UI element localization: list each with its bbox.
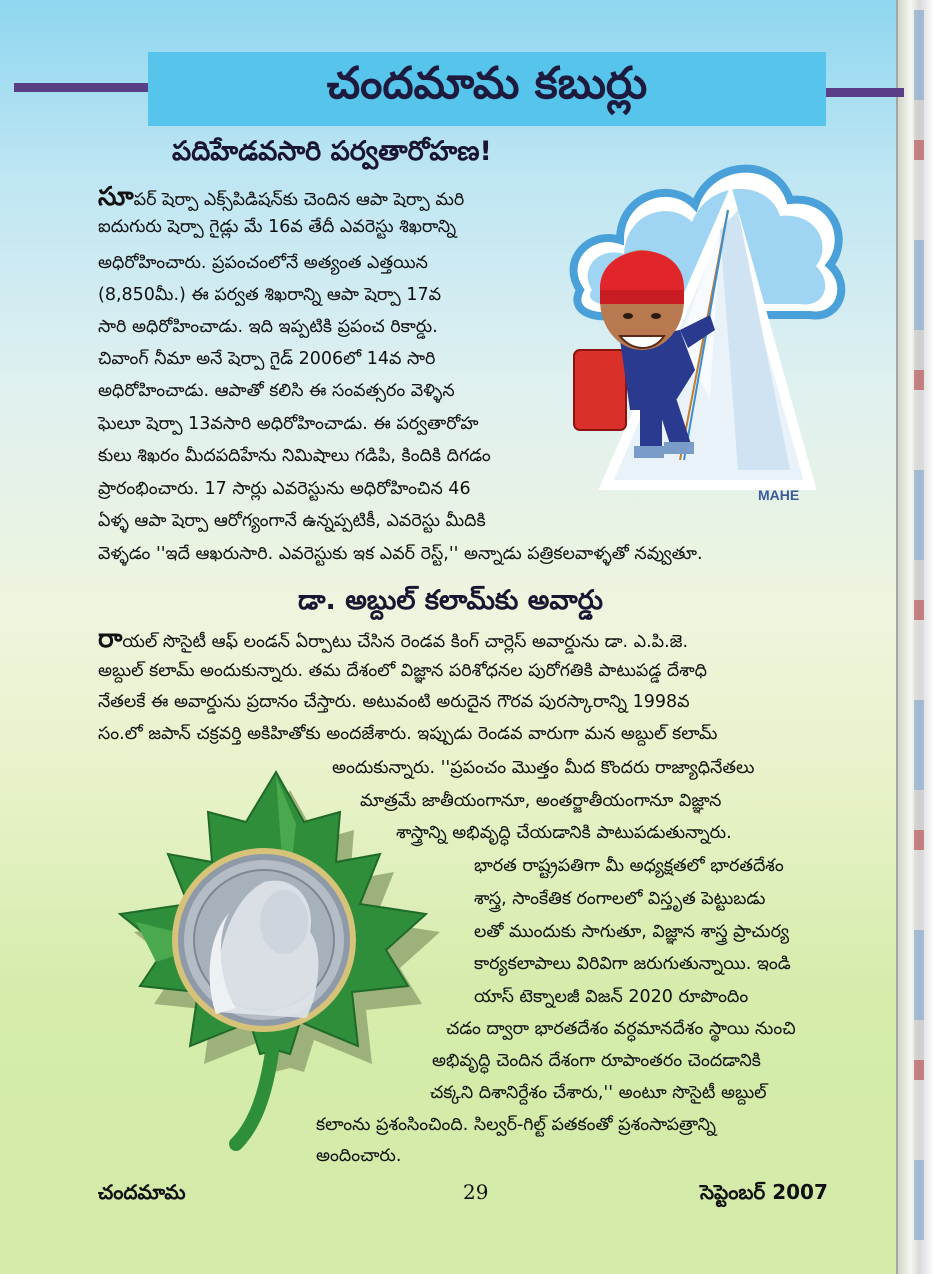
article2-line: శాస్త్ర, సాంకేతిక రంగాలలో విస్తృత పెట్టుబడు (474, 889, 766, 909)
article1-line (98, 184, 464, 213)
article2-line: యాస్ టెక్నాలజీ విజన్ 2020 రూపొందిం (474, 987, 749, 1007)
footer-issue-date: సెప్టెంబర్ 2007 (700, 1180, 828, 1204)
dropcap: రా (98, 624, 123, 654)
article2-line: కార్యకలాపాలు విరివిగా జరుగుతున్నాయి. ఇండి (474, 954, 791, 974)
spine-stripe (914, 10, 924, 1240)
article2-line-text: యల్ సొసైటీ ఆఫ్ లండన్ ఏర్పాటు చేసిన రెండవ కింగ్ చార్లెస్ అవార్డును డా. ఎ.పి.జె. (122, 632, 689, 652)
article2-line: అభివృద్ధి చెందిన దేశంగా రూపాంతరం చెందడానికి (432, 1051, 761, 1071)
leaf-medal-icon (96, 762, 466, 1157)
masthead (148, 52, 826, 126)
article1-line: ఏళ్ళ ఆపా షెర్పా ఆరోగ్యంగానే ఉన్నప్పటికీ, ఎవరెస్టు మీదికి (98, 511, 486, 531)
article2-line: మాత్రమే జాతీయంగానూ, అంతర్జాతీయంగానూ విజ్ఞాన (360, 791, 722, 811)
article1-line-text: పర్ షెర్పా ఎక్స్‌పిడిషన్‌కు చెందిన ఆపా షెర్పా మరి (133, 190, 465, 210)
page-number: 29 (463, 1180, 489, 1204)
article1-line: ప్రారంభించారు. 17 సార్లు ఎవరెస్టును అధిరోహించిన 46 (98, 479, 471, 499)
article2-line: శాస్త్రాన్ని అభివృద్ధి చేయడానికి పాటుపడుతున్నారు. (396, 823, 732, 843)
article2-line (98, 626, 688, 655)
mountain-climber-icon (560, 140, 852, 518)
dropcap: సూ (98, 182, 134, 212)
article2-line: చడం ద్వారా భారతదేశం వర్ధమానదేశం స్థాయి నుంచి (446, 1019, 796, 1039)
climber-illustration (560, 140, 852, 518)
article2-line: నేతలకే ఈ అవార్డును ప్రదానం చేస్తారు. అటువంటి అరుదైన గౌరవ పురస్కారాన్ని 1998వ (98, 692, 690, 712)
article2-line: లతో ముందుకు సాగుతూ, విజ్ఞాన శాస్త్ర ప్రాచుర్య (474, 922, 789, 942)
article1-line: చివాంగ్ నీమా అనే షెర్పా గైడ్ 2006లో 14వ సారి (98, 349, 436, 369)
article1-headline: పదిహేడవసారి పర్వతారోహణ! (172, 136, 492, 167)
article1-line: ఐదుగురు షెర్పా గైడ్లు మే 16వ తేదీ ఎవరెస్టు శిఖరాన్ని (98, 217, 457, 237)
page-spine (896, 0, 934, 1274)
article1-line: వెళ్ళడం ''ఇదే ఆఖరుసారి. ఎవరెస్టుకు ఇక ఎవర్ రెస్ట్,'' అన్నాడు పత్రికలవాళ్ళతో నవ్వుతూ. (98, 544, 703, 564)
article2-line: అబ్దుల్ కలామ్ అందుకున్నారు. తమ దేశంలో విజ్ఞాన పరిశోధనల పురోగతికి పాటుపడ్డ దేశాధి (98, 661, 708, 681)
article1-line: సారి అధిరోహించాడు. ఇది ఇప్పటికి ప్రపంచ రికార్డు. (98, 317, 438, 337)
masthead-rule-left (14, 83, 148, 92)
article2-line: సం.లో జపాన్ చక్రవర్తి అకిహితోకు అందజేశారు. ఇప్పుడు రెండవ వారుగా మన అబ్దుల్ కలామ్ (98, 724, 718, 744)
article2-line: భారత రాష్ట్రపతిగా మీ అధ్యక్షతలో భారతదేశం (474, 856, 784, 876)
article1-line: ఘెలూ షెర్పా 13వసారి అధిరోహించాడు. ఈ పర్వతారోహ (98, 414, 479, 434)
footer-magazine-name: చందమామ (98, 1180, 186, 1204)
masthead-title: చందమామ కబుర్లు (326, 58, 648, 109)
article2-line: కలాంను ప్రశంసించింది. సిల్వర్-గిల్ట్ పతకంతో ప్రశంసాపత్రాన్ని (316, 1115, 716, 1135)
illustrator-signature: MAHE (758, 487, 800, 503)
article1-line: అధిరోహించారు. ప్రపంచంలోనే అత్యంత ఎత్తయిన (98, 253, 428, 273)
article2-headline: డా. అబ్దుల్ కలామ్‌కు అవార్డు (298, 585, 603, 616)
article1-line: కులు శిఖరం మీదపదిహేను నిమిషాలు గడిపి, కిందికి దిగడం (98, 446, 491, 466)
article1-line: అధిరోహించాడు. ఆపాతో కలిసి ఈ సంవత్సరం వెళ్ళిన (98, 381, 455, 401)
medal-illustration (96, 762, 466, 1157)
article1-line: (8,850మీ.) ఈ పర్వత శిఖరాన్ని ఆపా షెర్పా 17వ (98, 285, 442, 305)
article2-line: అందుకున్నారు. ''ప్రపంచం మొత్తం మీద కొందరు రాజ్యాధినేతలు (332, 758, 755, 778)
masthead-rule-right (826, 88, 904, 97)
article2-line: చక్కని దిశానిర్దేశం చేశారు,'' అంటూ సొసైటీ అబ్దుల్ (430, 1083, 767, 1103)
article2-line: అందించారు. (316, 1146, 402, 1166)
